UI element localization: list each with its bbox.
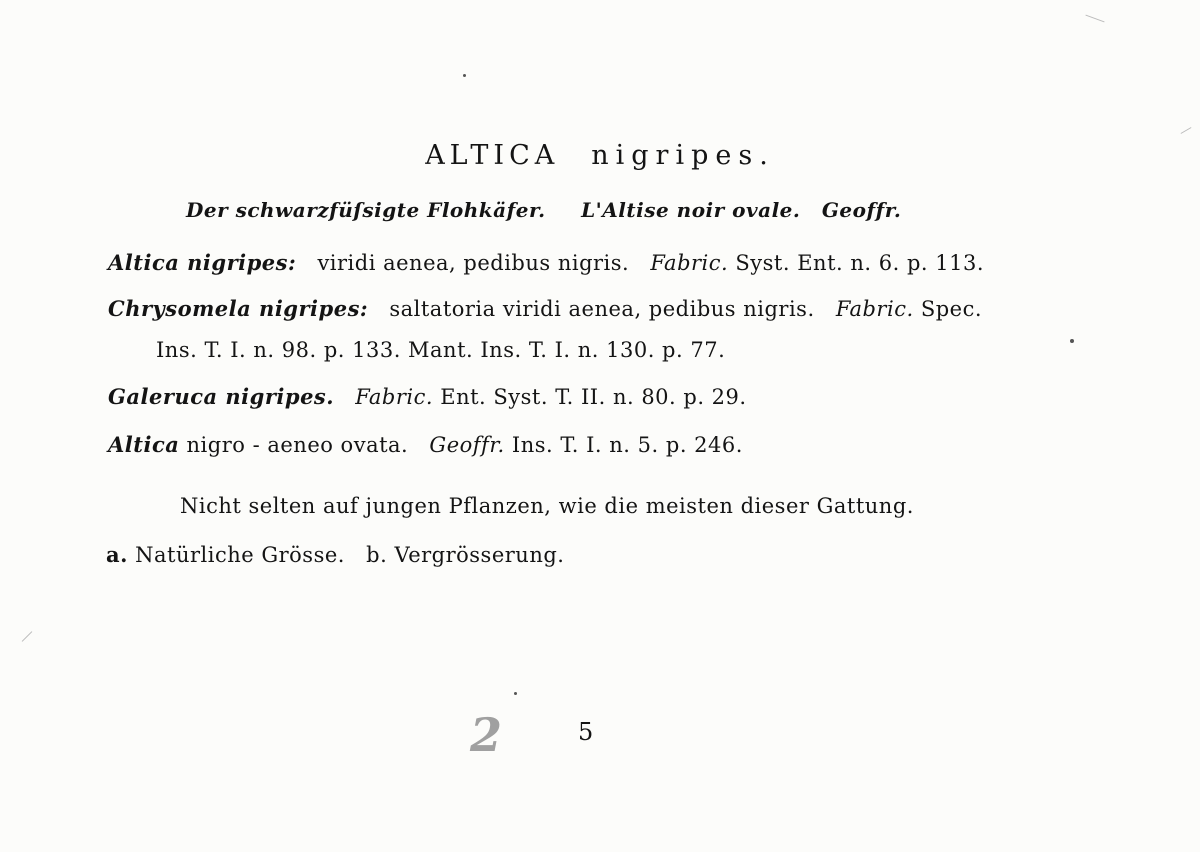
synonym-reference: Ent. Syst. T. II. n. 80. p. 29. xyxy=(440,385,747,409)
synonym-entry xyxy=(108,432,743,457)
handwritten-stamp: 2 xyxy=(470,708,503,762)
synonym-ref-author: Geoffr. xyxy=(429,433,505,457)
synonym-ref-author: Fabric. xyxy=(355,385,434,409)
synonym-name: Chrysomela nigripes: xyxy=(108,296,369,321)
synonym-name: Altica xyxy=(108,432,180,457)
figure-legend xyxy=(106,542,564,567)
synonym-reference: Spec. xyxy=(920,297,983,321)
synonym-name: Altica nigripes: xyxy=(108,250,297,275)
scan-speck xyxy=(1070,339,1074,343)
scan-mark xyxy=(1085,15,1104,23)
synonym-name: Galeruca nigripes. xyxy=(108,384,335,409)
title-genus: ALTICA xyxy=(425,140,560,171)
common-name-author: Geoffr. xyxy=(821,198,902,222)
common-names-line xyxy=(186,198,901,222)
legend-a-label: a. xyxy=(106,542,128,567)
synonym-entry xyxy=(108,296,982,321)
legend-a-text: Natürliche Grösse. xyxy=(135,543,345,567)
synonym-reference: Syst. Ent. n. 6. p. 113. xyxy=(735,251,985,275)
habitat-note: Nicht selten auf jungen Pflanzen, wie die meisten dieser Gattung. xyxy=(180,494,914,518)
scan-mark xyxy=(1181,127,1192,134)
scan-mark xyxy=(22,631,33,642)
scan-speck xyxy=(514,692,517,695)
synonym-ref-author: Fabric. xyxy=(650,251,729,275)
synonym-reference: Ins. T. I. n. 5. p. 246. xyxy=(511,433,743,457)
german-common-name: Der schwarzfüſsigte Flohkäfer. xyxy=(186,198,546,222)
synonym-continuation: Ins. T. I. n. 98. p. 133. Mant. Ins. T. I. n. 130. p. 77. xyxy=(156,338,726,362)
page-title xyxy=(0,140,1200,171)
synonym-diagnosis: saltatoria viridi aenea, pedibus nigris. xyxy=(389,297,815,321)
page-number: 5 xyxy=(578,718,594,746)
synonym-diagnosis: viridi aenea, pedibus nigris. xyxy=(317,251,630,275)
synonym-entry xyxy=(108,250,984,275)
french-common-name: L'Altise noir ovale. xyxy=(581,198,801,222)
synonym-diagnosis: nigro - aeneo ovata. xyxy=(186,433,409,457)
legend-b-text: Vergrösserung. xyxy=(394,543,565,567)
synonym-ref-author: Fabric. xyxy=(835,297,914,321)
synonym-entry xyxy=(108,384,747,409)
title-species: nigripes. xyxy=(591,140,775,171)
scan-speck xyxy=(463,74,466,77)
legend-b-label: b. xyxy=(366,543,388,567)
